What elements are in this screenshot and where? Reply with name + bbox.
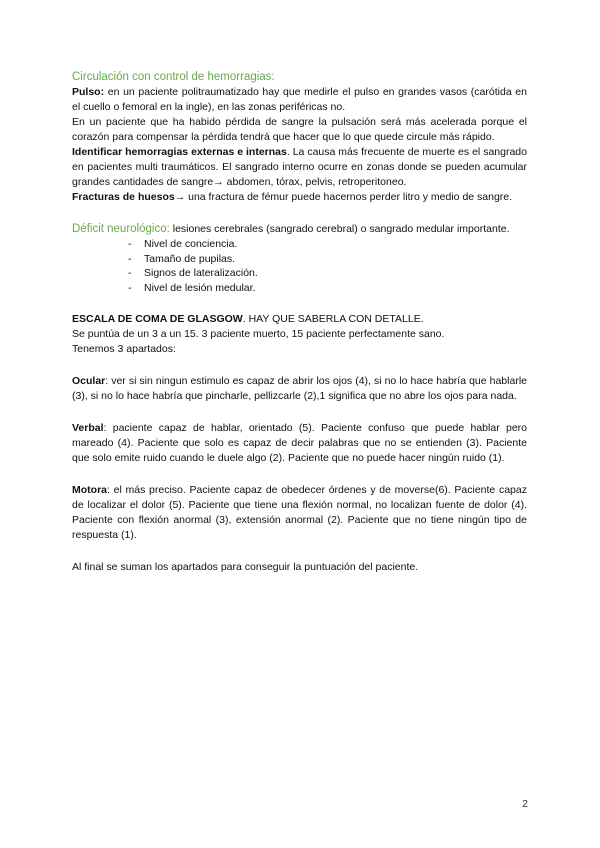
list-item: - Nivel de conciencia. <box>128 237 527 252</box>
fracturas-paragraph <box>72 190 527 205</box>
fracturas-text: → una fractura de fémur puede hacernos perder litro y medio de sangre. <box>174 191 513 203</box>
hemorragias-paragraph <box>72 145 527 190</box>
fracturas-label: Fracturas de huesos <box>72 191 175 203</box>
verbal-label: Verbal <box>72 422 104 434</box>
document-page <box>72 70 527 575</box>
spacer <box>72 295 527 312</box>
ocular-text: : ver si sin ningun estimulo es capaz de abrir los ojos (4), si no lo hace habría que hablarle (3), si no lo hace habría que pincharle, pellizcarle (2),1 significa que no abre los ojos para nada. <box>72 375 527 402</box>
pulso-paragraph <box>72 85 527 115</box>
pulso-text: en un paciente politraumatizado hay que medirle el pulso en grandes vasos (carótida en el cuello o femoral en la ingle), en las zonas periféricas no. <box>72 86 527 113</box>
spacer <box>72 466 527 483</box>
glasgow-line-1: Se puntúa de un 3 a un 15. 3 paciente muerto, 15 paciente perfectamente sano. <box>72 328 445 340</box>
hemorragias-text: . La causa más frecuente de muerte es el sangrado en pacientes multi traumáticos. El sangrado interno ocurre en zonas donde se pueden acumular grandes cantidades de sangre→ abdomen, tórax, pelvis, retroperitoneo. <box>72 146 527 188</box>
spacer <box>72 205 527 222</box>
glasgow-title-suffix: . HAY QUE SABERLA CON DETALLE. <box>242 313 424 325</box>
glasgow-title-line <box>72 312 527 327</box>
spacer <box>72 543 527 560</box>
perdida-paragraph: En un paciente que ha habido pérdida de sangre la pulsación será más acelerada porque el corazón para compensar la pérdida tendrá que hacer que lo que quede circule más rápido. <box>72 116 527 143</box>
glasgow-line-2: Tenemos 3 apartados: <box>72 343 176 355</box>
page-number: 2 <box>522 798 528 810</box>
ocular-paragraph <box>72 374 527 404</box>
list-item: - Tamaño de pupilas. <box>128 252 527 267</box>
motora-paragraph <box>72 483 527 543</box>
pulso-label: Pulso: <box>72 86 105 98</box>
deficit-paragraph <box>72 222 527 237</box>
final-paragraph: Al final se suman los apartados para conseguir la puntuación del paciente. <box>72 561 419 573</box>
deficit-list <box>72 237 527 295</box>
motora-text: : el más preciso. Paciente capaz de obedecer órdenes y de moverse(6). Paciente capaz de localizar el dolor (5). Paciente que tiene una flexión normal, no localizan fuente de dolor (4). Paciente con flexión anormal (3), extensión anormal (2). Paciente que no tiene ningún tipo de respuesta (1). <box>72 484 527 541</box>
list-item: - Nivel de lesión medular. <box>128 281 527 296</box>
verbal-paragraph <box>72 421 527 466</box>
deficit-label: Déficit neurológico: <box>72 223 170 235</box>
ocular-label: Ocular <box>72 375 106 387</box>
deficit-text: lesiones cerebrales (sangrado cerebral) o sangrado medular importante. <box>169 223 510 235</box>
list-item: - Signos de lateralización. <box>128 266 527 281</box>
motora-label: Motora <box>72 484 107 496</box>
spacer <box>72 404 527 421</box>
spacer <box>72 357 527 374</box>
hemorragias-label: Identificar hemorragias externas e internas <box>72 146 287 158</box>
glasgow-title: ESCALA DE COMA DE GLASGOW <box>72 313 243 325</box>
verbal-text: : paciente capaz de hablar, orientado (5). Paciente confuso que puede hablar pero mareado (4). Paciente que solo es capaz de decir palabras que no se entienden (3). Paciente que solo emite ruido cuando le duele algo (2). Paciente que no puede hacer ningún ruido (1). <box>72 422 527 464</box>
circulacion-heading: Circulación con control de hemorragias: <box>72 71 275 83</box>
